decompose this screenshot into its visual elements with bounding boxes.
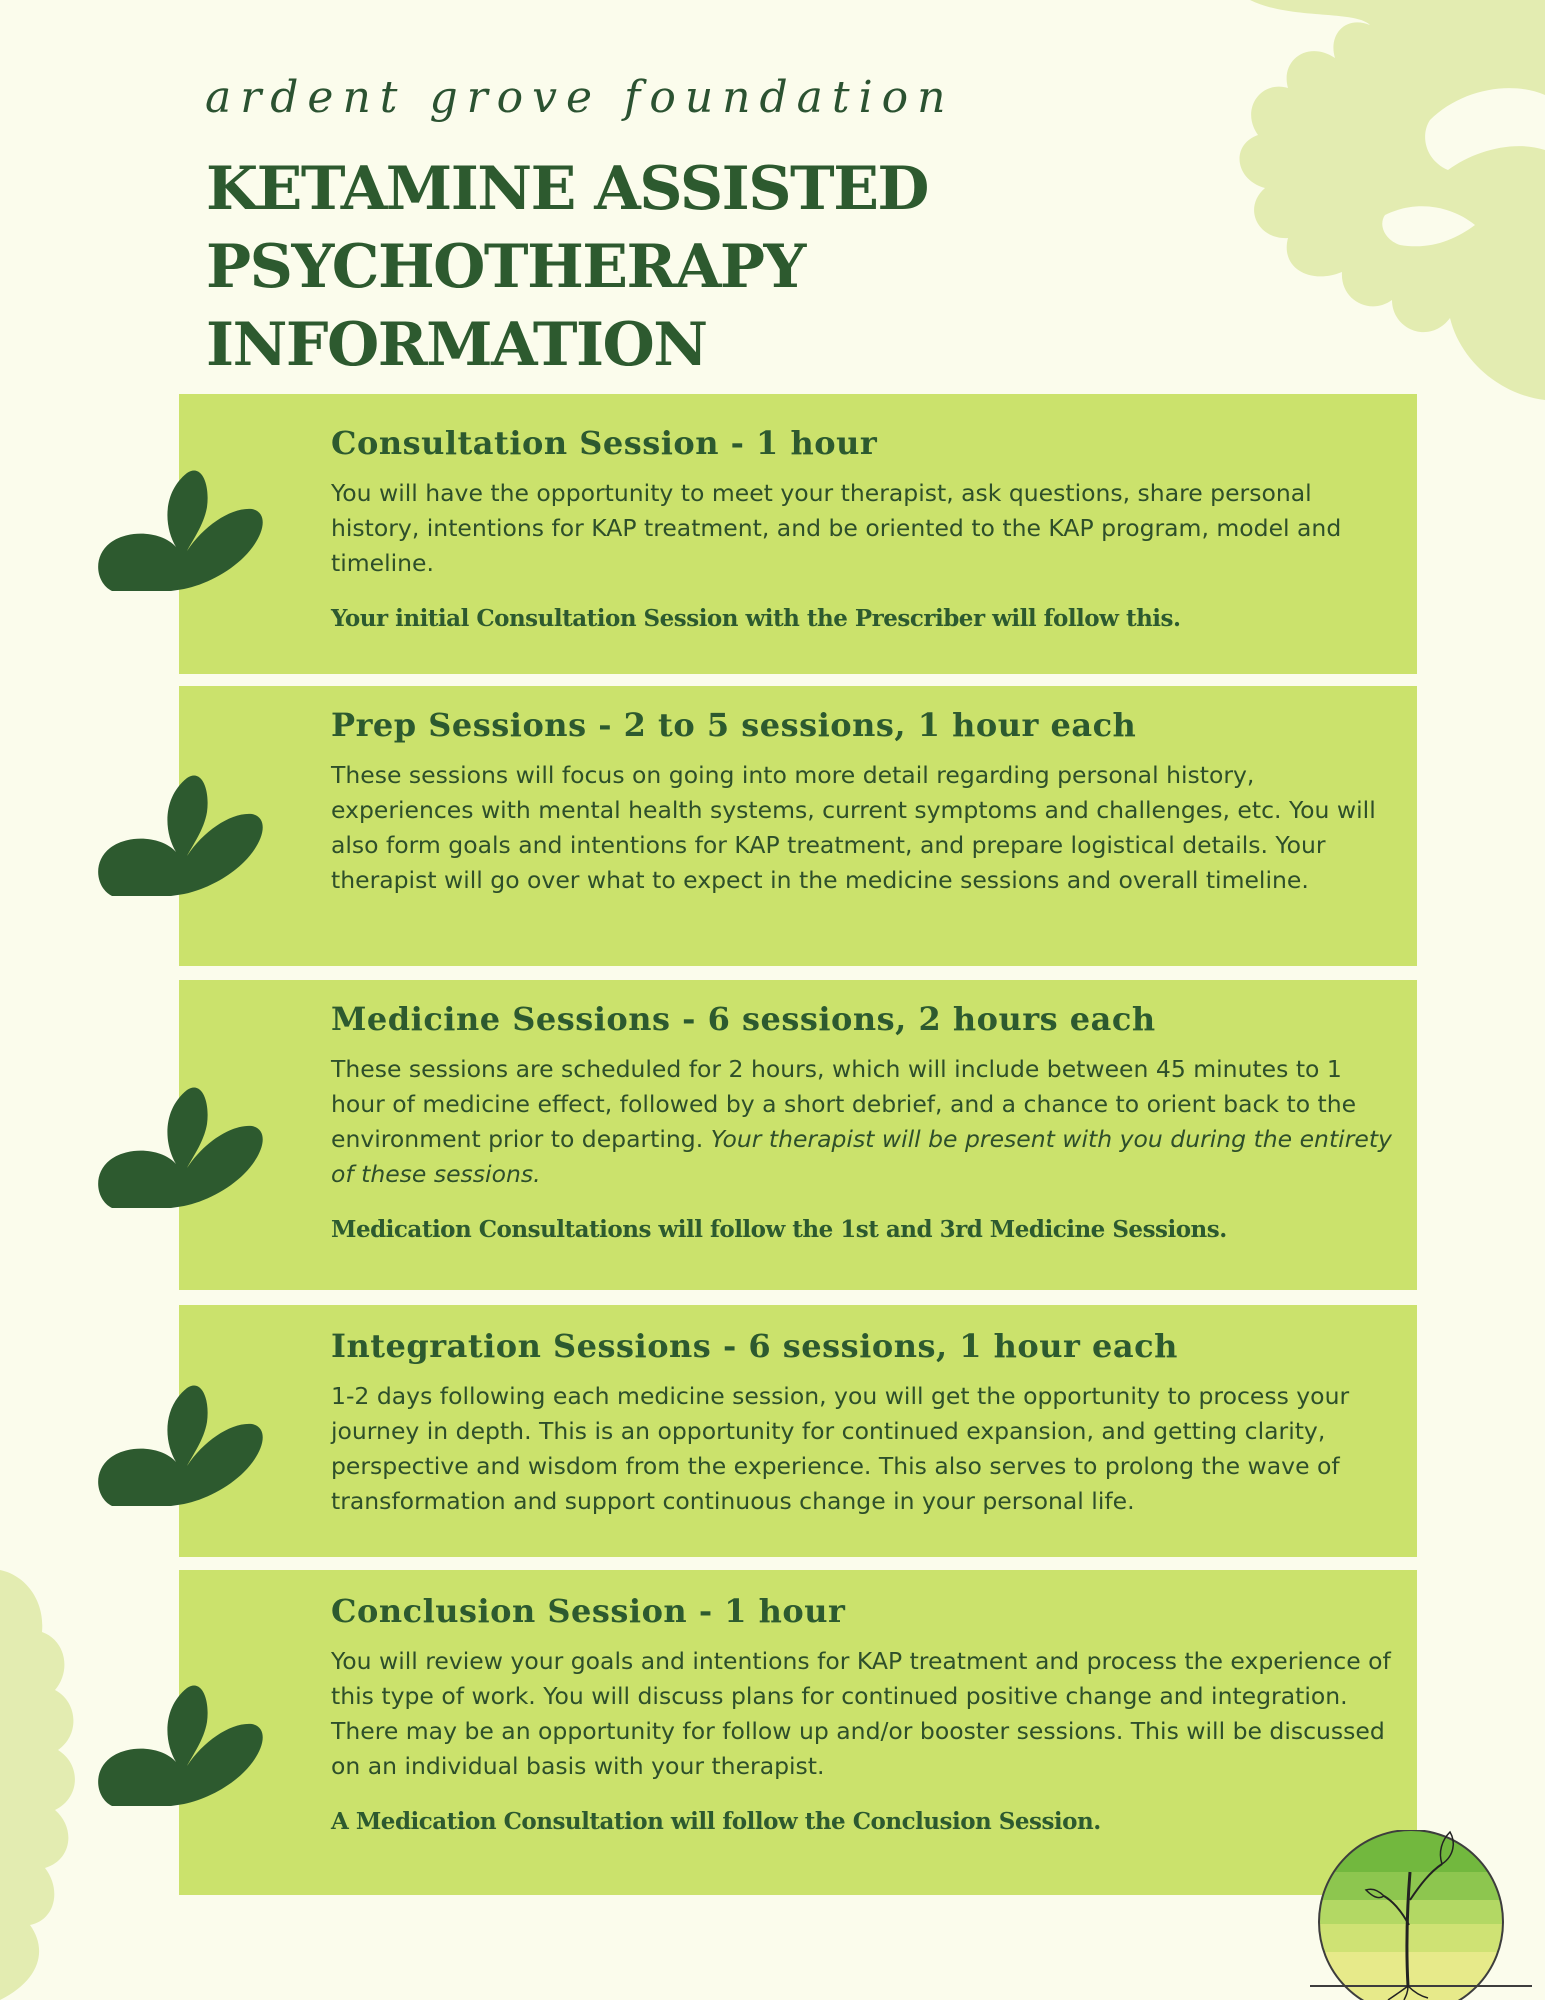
session-title: Consultation Session - 1 hour: [331, 424, 878, 462]
session-description-emphasis: Your therapist will be present with you during the entirety of these sessions.: [331, 1125, 1392, 1188]
session-card-consultation: [179, 394, 1417, 674]
session-card-prep: [179, 686, 1417, 966]
page-title-line-1: KETAMINE ASSISTED PSYCHOTHERAPY: [206, 154, 928, 302]
session-description: These sessions will focus on going into more detail regarding personal history, experiences with mental health systems, current symptoms and challenges, etc. You will also form goals and intentions for KAP treatment, and prepare logistical details. Your therapist will go over what to expect in the medicine sessions and overall timeline.: [331, 761, 1376, 894]
session-note: Your initial Consultation Session with the Prescriber will follow this.: [331, 605, 1181, 632]
session-description: [331, 1052, 1395, 1192]
session-description-text: These sessions are scheduled for 2 hours, which will include between 45 minutes to 1 hour of medicine effect, followed by a short debrief, and a chance to orient back to the environment prior to departing.: [331, 1055, 1357, 1153]
plant-icon: [92, 1380, 264, 1506]
session-card-integration: [179, 1305, 1417, 1557]
session-card-conclusion: [179, 1570, 1417, 1895]
session-note: A Medication Consultation will follow the Conclusion Session.: [331, 1808, 1101, 1835]
tree-sapling-logo: [1310, 1830, 1532, 2000]
organization-name: ardent grove foundation: [205, 72, 955, 123]
session-note: Medication Consultations will follow the 1st and 3rd Medicine Sessions.: [331, 1216, 1227, 1243]
session-card-medicine: [179, 980, 1417, 1290]
session-title: Conclusion Session - 1 hour: [331, 1592, 846, 1630]
plant-icon: [92, 465, 264, 591]
plant-icon: [92, 770, 264, 896]
plant-icon: [92, 1680, 264, 1806]
session-description: You will review your goals and intentions for KAP treatment and process the experience of this type of work. You will discuss plans for continued positive change and integration. There may be an opportunity for follow up and/or booster sessions. This will be discussed on an individual basis with your therapist.: [331, 1647, 1391, 1780]
session-title: Integration Sessions - 6 sessions, 1 hour each: [331, 1327, 1178, 1365]
session-title: Prep Sessions - 2 to 5 sessions, 1 hour each: [331, 706, 1137, 744]
session-title: Medicine Sessions - 6 sessions, 2 hours each: [331, 1000, 1156, 1038]
session-description: You will have the opportunity to meet your therapist, ask questions, share personal history, intentions for KAP treatment, and be oriented to the KAP program, model and timeline.: [331, 479, 1342, 577]
plant-icon: [92, 1082, 264, 1208]
page-title-line-2: INFORMATION: [206, 310, 707, 380]
page-title: [206, 150, 1406, 384]
session-description: 1-2 days following each medicine session, you will get the opportunity to process your journey in depth. This is an opportunity for continued expansion, and getting clarity, perspective and wisdom from the experience. This also serves to prolong the wave of transformation and support continuous change in your personal life.: [331, 1382, 1350, 1515]
